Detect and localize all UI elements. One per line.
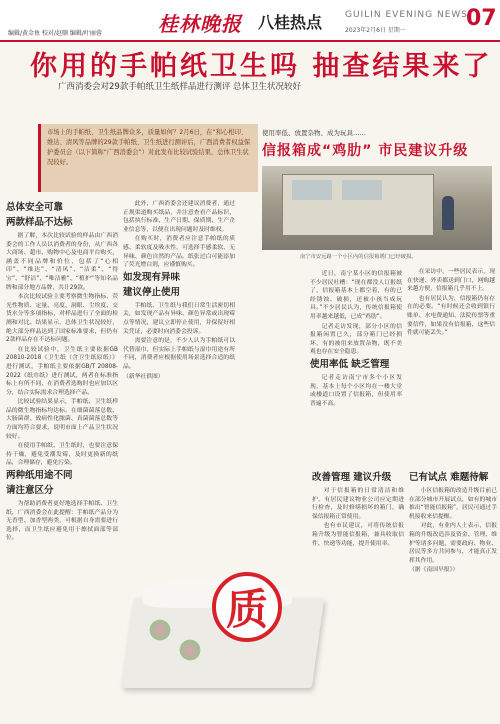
side-story-headline: 信报箱成“鸡肋” 市民建议升级 xyxy=(262,143,469,159)
lead-summary: 市场上的手帕纸、卫生纸品牌众多，质量如何？2月6日，在“和心相印、维达、清风等品牌的29款手帕纸、卫生纸进行测评后，广西消费者权益保护委员会（以下简称“广西消委会”）对此发布比较试验结果，总体卫生状况较好。 xyxy=(38,124,258,192)
paragraph: 在比较试验中，卫生纸主要依据GB 20810-2018《卫生纸（含卫生纸原纸）》进行测试，手帕纸主要依据GB/T 20808-2022《纸巾纸》进行测试，两者在标准指标上有所不同，在消费者选购时也应加以区分，结合实际需求合理选择产品。 xyxy=(6,346,118,396)
page-number: 07 xyxy=(466,6,497,31)
newspaper-masthead: 桂林晚报 xyxy=(158,12,242,36)
section-heading: 总体安全可靠 xyxy=(6,202,64,213)
side-story-kicker: 使用率低、放置杂物、成为玩具…… xyxy=(262,129,366,137)
section-heading: 已有试点 难题待解 xyxy=(409,472,489,483)
section-heading: 如发现有异味 xyxy=(123,271,181,283)
mailbox-photo xyxy=(262,166,492,250)
paragraph: 需要注意的是，不少人认为手帕纸可以代替湿巾，但实际上手帕纸与湿巾用途有所不同，消费者应根据使用场景选择合适的纸品。 xyxy=(123,338,235,370)
paragraph: 近日，南宁某小区的信报箱被不少居民吐槽：“现在都没人订报纸了，信报箱基本上都空着，有的已经锈蚀、破损，还被小孩当成玩具。”不少居民认为，传统信报箱使用率越来越低，已成“鸡肋”。 xyxy=(310,271,402,320)
section-heading: 两种纸用途不同 xyxy=(6,470,73,482)
side-column-3 xyxy=(312,470,404,715)
flower-decoration xyxy=(148,618,172,642)
quality-stamp: 质 xyxy=(212,572,282,642)
paragraph: 为帮助消费者更好地选择手帕纸、卫生纸，广西消委会在此提醒：手帕纸产品分为无香型、加香型两类，可根据自身需要进行选择，而卫生纸应避免用于擦拭面部等部位。 xyxy=(6,501,118,542)
english-title: GUILIN EVENING NEWS xyxy=(345,10,468,20)
article-column-2 xyxy=(123,200,235,460)
section-heading: 两款样品不达标 xyxy=(6,217,73,228)
paragraph: 小区信报箱的改造升级目前已在部分城市开展试点，如有的城市推出“智能信报箱”，居民可通过手机接收来信提醒。 xyxy=(409,488,497,520)
paragraph: 比较试验结果显示，手帕纸、卫生纸样品的微生物指标均达标。在细菌菌落总数、大肠菌群、致病性化脓菌、真菌菌落总数等方面均符合要求，说明市面上产品卫生状况较好。 xyxy=(6,399,118,440)
paragraph: 记者走访南宁市多个小区发现，基本上每个小区均在一楼大堂或楼道口设置了信报箱，但使用率普遍不高。 xyxy=(310,374,402,407)
person-figure xyxy=(442,196,454,230)
paragraph: 记者走访发现，部分小区的信报箱闲置已久，部分箱门已经损坏，有的被用来放置杂物，既不美观也存在安全隐患。 xyxy=(310,323,402,356)
issue-date: 2023年2月6日 星期一 xyxy=(345,27,406,34)
paragraph: 在购买时，消费者应注意手帕纸的质感、柔软度及吸水性，可选择手感柔软、无异味、颜色自然的产品。纸张过白可能添加了荧光增白剂，应谨慎购买。 xyxy=(123,236,235,269)
source-credit: （据《南国早报》） xyxy=(409,567,459,574)
section-heading: 使用率低 缺乏管理 xyxy=(310,358,390,370)
paragraph: 对此，有业内人士表示，信报箱的升级改造涉及资金、管理、维护等诸多问题，需要政府、物业、居民等多方共同参与，才能真正发挥其作用。 xyxy=(409,523,497,564)
paragraph: 在使用手帕纸、卫生纸时，也要注意保持干燥，避免受潮发霉，及时更换新的纸品，合理储存，避免污染。 xyxy=(6,443,118,467)
paragraph: 也有居民认为，信报箱仍有存在的必要。“有时候还会收到银行账单、水电费通知、法院传票等重要信件，如果没有信报箱，这些信件就可能丢失。” xyxy=(407,295,495,337)
article-column-1 xyxy=(6,200,118,714)
paragraph: 据了解，本次比较试验的样品由广西消委会的工作人员以消费者的身份，从广西各大商场、超市、购物中心及电商平台购买，涵盖不同品牌和价位，包括了“心相印”、“维达”、“清风”、“洁柔”、“得宝”、“舒洁”、“唯洁雅”、“植护”等知名品牌和部分地方品牌，共计29款。 xyxy=(6,233,118,291)
section-heading: 改善管理 建议升级 xyxy=(312,472,392,483)
side-lower-columns xyxy=(312,470,497,715)
paragraph: 本次比较试验主要考察微生物指标、荧光性物质、定量、亮度、洞眼、尘埃度、交货水分等多项指标，对样品进行了全面的检测和对比。结果显示，总体卫生状况较好，绝大部分样品达到了国家标准要求，但仍有2款样品存在不达标问题。 xyxy=(6,294,118,344)
paragraph: 对于信报箱的日常清洁和维护，有居民建议物业公司应定期进行检查，及时修缮损坏的箱门，确保信报箱正常使用。 xyxy=(312,488,404,520)
flower-decoration xyxy=(178,638,202,662)
section-heading: 请注意区分 xyxy=(6,485,54,497)
photo-credit: （新华社供图） xyxy=(123,373,164,380)
photo-caption: 南宁市安远路一个小区内的信报箱锈门已经破损。 xyxy=(300,254,417,260)
paragraph: 在采访中，一些居民表示，现在快递、外卖都送到门口，网购越来越方便，信报箱几乎用不上。 xyxy=(407,269,495,293)
section-heading: 建议停止使用 xyxy=(123,286,181,298)
main-headline: 你用的手帕纸卫生吗 抽查结果来了 xyxy=(30,51,493,82)
paragraph: 此外，广西消委会还建议消费者，通过正规渠道购买纸品，并注意查看产品标识，包括执行标准、生产日期、保质期、生产企业信息等，以便在出现问题时及时维权。 xyxy=(123,201,235,233)
glass-panel xyxy=(342,180,382,200)
side-column-4 xyxy=(409,470,497,715)
section-title: 八桂热点 xyxy=(258,13,323,32)
page-header xyxy=(0,0,500,42)
glass-panel xyxy=(292,180,332,200)
paragraph: 手帕纸、卫生纸与我们日常生活密切相关，如发现产品有异味、颜色异常或出现霉点等情况，建议立即停止使用，并保留好相关凭证，必要时向消委会投诉。 xyxy=(123,302,235,335)
editor-credits: 编辑/黄金鱼 校对/赵顺 编辑/叶丽蓉 xyxy=(8,30,102,37)
paragraph: 也有市民建议，可将传统信报箱升级为智能信报箱，兼具收取信件、快递等功能，提升使用率。 xyxy=(312,523,404,547)
sub-headline: 广西消委会对29款手帕纸卫生纸样品进行测评 总体卫生状况较好 xyxy=(58,82,302,92)
